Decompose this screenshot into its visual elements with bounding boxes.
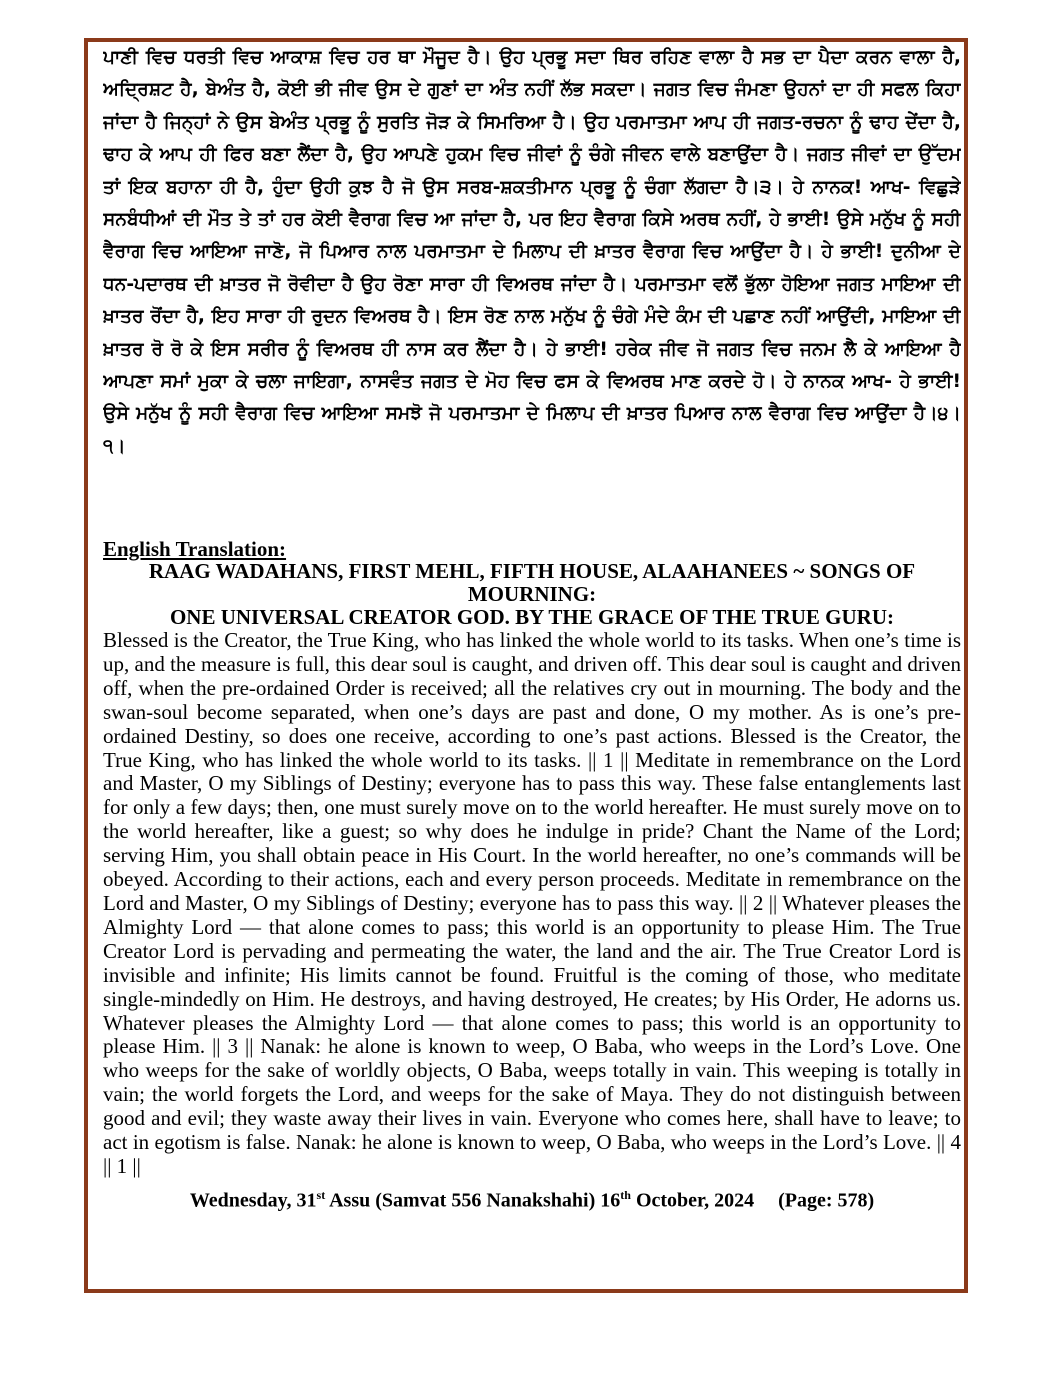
footer-page-number: (Page: 578) — [778, 1189, 875, 1212]
english-translation-label: English Translation: — [103, 537, 287, 561]
footer-ordinal-1: st — [316, 1187, 326, 1202]
punjabi-explanation: ਪਾਣੀ ਵਿਚ ਧਰਤੀ ਵਿਚ ਆਕਾਸ਼ ਵਿਚ ਹਰ ਥਾ ਮੌਜੂਦ ਹੈ। ਉਹ ਪ੍ਰਭੂ ਸਦਾ ਥਿਰ ਰਹਿਣ ਵਾਲਾ ਹੈ ਸਭ ਦਾ ਪੈਦਾ ਕਰਨ ਵਾਲਾ ਹੈ, ਅਦ੍ਰਿਸ਼ਟ ਹੈ, ਬੇਅੰਤ ਹੈ, ਕੋਈ ਭੀ ਜੀਵ ਉਸ ਦੇ ਗੁਣਾਂ ਦਾ ਅੰਤ ਨਹੀਂ ਲੱਭ ਸਕਦਾ। ਜਗਤ ਵਿਚ ਜੰਮਣਾ ਉਹਨਾਂ ਦਾ ਹੀ ਸਫਲ ਕਿਹਾ ਜਾਂਦਾ ਹੈ ਜਿਨ੍ਹਾਂ ਨੇ ਉਸ ਬੇਅੰਤ ਪ੍ਰਭੂ ਨੂੰ ਸੁਰਤਿ ਜੋੜ ਕੇ ਸਿਮਰਿਆ ਹੈ। ਉਹ ਪਰਮਾਤਮਾ ਆਪ ਹੀ ਜਗਤ-ਰਚਨਾ ਨੂੰ ਢਾਹ ਦੇਂਦਾ ਹੈ, ਢਾਹ ਕੇ ਆਪ ਹੀ ਫਿਰ ਬਣਾ ਲੈਂਦਾ ਹੈ, ਉਹ ਆਪਣੇ ਹੁਕਮ ਵਿਚ ਜੀਵਾਂ ਨੂੰ ਚੰਗੇ ਜੀਵਨ ਵਾਲੇ ਬਣਾਉਂਦਾ ਹੈ। ਜਗਤ ਜੀਵਾਂ ਦਾ ਉੱਦਮ ਤਾਂ ਇਕ ਬਹਾਨਾ ਹੀ ਹੈ, ਹੁੰਦਾ ਉਹੀ ਕੁਝ ਹੈ ਜੋ ਉਸ ਸਰਬ-ਸ਼ਕਤੀਮਾਨ ਪ੍ਰਭੂ ਨੂੰ ਚੰਗਾ ਲੱਗਦਾ ਹੈ।੩। ਹੇ ਨਾਨਕ! ਆਖ- ਵਿਛੁੜੇ ਸਨਬੰਧੀਆਂ ਦੀ ਮੌਤ ਤੇ ਤਾਂ ਹਰ ਕੋਈ ਵੈਰਾਗ ਵਿਚ ਆ ਜਾਂਦਾ ਹੈ, ਪਰ ਇਹ ਵੈਰਾਗ ਕਿਸੇ ਅਰਥ ਨਹੀਂ, ਹੇ ਭਾਈ! ਉਸੇ ਮਨੁੱਖ ਨੂੰ ਸਹੀ ਵੈਰਾਗ ਵਿਚ ਆਇਆ ਜਾਣੋ, ਜੋ ਪਿਆਰ ਨਾਲ ਪਰਮਾਤਮਾ ਦੇ ਮਿਲਾਪ ਦੀ ਖ਼ਾਤਰ ਵੈਰਾਗ ਵਿਚ ਆਉਂਦਾ ਹੈ। ਹੇ ਭਾਈ! ਦੁਨੀਆ ਦੇ ਧਨ-ਪਦਾਰਥ ਦੀ ਖ਼ਾਤਰ ਜੋ ਰੋਵੀਦਾ ਹੈ ਉਹ ਰੋਣਾ ਸਾਰਾ ਹੀ ਵਿਅਰਥ ਜਾਂਦਾ ਹੈ। ਪਰਮਾਤਮਾ ਵਲੋਂ ਭੁੱਲਾ ਹੋਇਆ ਜਗਤ ਮਾਇਆ ਦੀ ਖ਼ਾਤਰ ਰੋਂਦਾ ਹੈ, ਇਹ ਸਾਰਾ ਹੀ ਰੁਦਨ ਵਿਅਰਥ ਹੈ। ਇਸ ਰੋਣ ਨਾਲ ਮਨੁੱਖ ਨੂੰ ਚੰਗੇ ਮੰਦੇ ਕੰਮ ਦੀ ਪਛਾਣ ਨਹੀਂ ਆਉਂਦੀ, ਮਾਇਆ ਦੀ ਖ਼ਾਤਰ ਰੋ ਰੋ ਕੇ ਇਸ ਸਰੀਰ ਨੂੰ ਵਿਅਰਥ ਹੀ ਨਾਸ ਕਰ ਲੈਂਦਾ ਹੈ। ਹੇ ਭਾਈ! ਹਰੇਕ ਜੀਵ ਜੋ ਜਗਤ ਵਿਚ ਜਨਮ ਲੈ ਕੇ ਆਇਆ ਹੈ ਆਪਣਾ ਸਮਾਂ ਮੁਕਾ ਕੇ ਚਲਾ ਜਾਇਗਾ, ਨਾਸਵੰਤ ਜਗਤ ਦੇ ਮੋਹ ਵਿਚ ਫਸ ਕੇ ਵਿਅਰਥ ਮਾਣ ਕਰਦੇ ਹੋ। ਹੇ ਨਾਨਕ ਆਖ- ਹੇ ਭਾਈ! ਉਸੇ ਮਨੁੱਖ ਨੂੰ ਸਹੀ ਵੈਰਾਗ ਵਿਚ ਆਇਆ ਸਮਝੋ ਜੋ ਪਰਮਾਤਮਾ ਦੇ ਮਿਲਾਪ ਦੀ ਖ਼ਾਤਰ ਪਿਆਰ ਨਾਲ ਵੈਰਾਗ ਵਿਚ ਆਉਂਦਾ ਹੈ।੪।੧। — [103, 47, 961, 457]
mool-mantar-heading: ONE UNIVERSAL CREATOR GOD. BY THE GRACE OF THE TRUE GURU: — [169, 605, 895, 629]
english-translation-body: Blessed is the Creator, the True King, who has linked the whole world to its tasks. When one’s time is up, and the measure is full, this dear soul is caught, and driven off. This dear soul is caught and driven off, when the pre-ordained Order is received; all the relatives cry out in mourning. The body and the swan-soul become separated, when one’s days are past and done, O my mother. As is one’s pre-ordained Destiny, so does one receive, according to one’s past actions. Blessed is the Creator, the True King, who has linked the whole world to its tasks. || 1 || Meditate in remembrance on the Lord and Master, O my Siblings of Destiny; everyone has to pass this way. These false entanglements last for only a few days; then, one must surely move on to the world hereafter. He must surely move on to the world hereafter, like a guest; so why does he indulge in pride? Chant the Name of the Lord; serving Him, you shall obtain peace in His Court. In the world hereafter, no one’s commands will be obeyed. According to their actions, each and every person proceeds. Meditate in remembrance on the Lord and Master, O my Siblings of Destiny; everyone has to pass this way. || 2 || Whatever pleases the Almighty Lord — that alone comes to pass; this world is an opportunity to please Him. The True Creator Lord is pervading and permeating the water, the land and the air. The True Creator Lord is invisible and infinite; His limits cannot be found. Fruitful is the coming of those, who meditate single-mindedly on Him. He destroys, and having destroyed, He creates; by His Order, He adorns us. Whatever pleases the Almighty Lord — that alone comes to pass; this world is an opportunity to please Him. || 3 || Nanak: he alone is known to weep, O Baba, who weeps in the Lord’s Love. One who weeps for the sake of worldly objects, O Baba, weeps totally in vain. This weeping is totally in vain; the world forgets the Lord, and weeps for the sake of Maya. They do not distinguish between good and evil; they waste away their lives in vain. Everyone who comes here, shall have to leave; to act in egotism is false. Nanak: he alone is known to weep, O Baba, who weeps in the Lord’s Love. || 4 || 1 || — [103, 628, 961, 1178]
footer-samvat: Assu (Samvat 556 Nanakshahi) 16 — [325, 1189, 621, 1212]
footer-gregorian: October, 2024 — [630, 1189, 755, 1212]
date-footer — [103, 1183, 961, 1213]
document-content — [103, 42, 961, 1213]
footer-ordinal-2: th — [620, 1187, 631, 1202]
raag-heading: RAAG WADAHANS, FIRST MEHL, FIFTH HOUSE, ALAAHANEES ~ SONGS OF MOURNING: — [148, 559, 916, 606]
footer-weekday-date: Wednesday, 31 — [189, 1189, 317, 1212]
